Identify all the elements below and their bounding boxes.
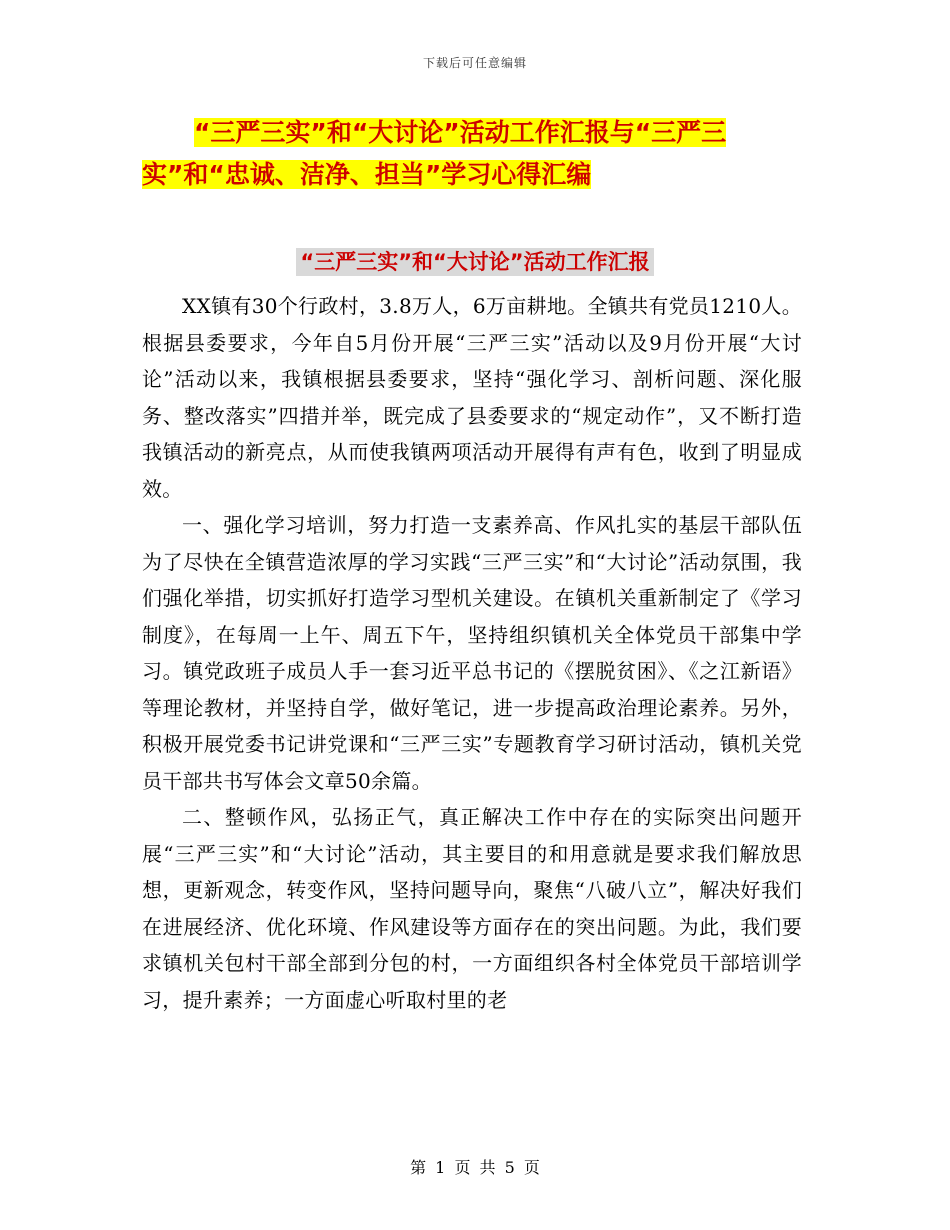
document-title-line-2 xyxy=(142,154,822,196)
paragraph-intro: XX镇有30个行政村，3.8万人，6万亩耕地。全镇共有党员1210人。根据县委要求，今年自5月份开展“三严三实”活动以及9月份开展“大讨论”活动以来，我镇根据县委要求，坚持“强化学习、剖析问题、深化服务、整改落实”四措并举，既完成了县委要求的“规定动作”，又不断打造我镇活动的新亮点，从而使我镇两项活动开展得有声有色，收到了明显成效。 xyxy=(142,294,802,501)
document-title xyxy=(142,112,822,196)
page-header-note: 下载后可任意编辑 xyxy=(422,56,527,70)
document-title-line-2-text: 实”和“忠诚、洁净、担当”学习心得汇编 xyxy=(142,160,592,189)
page-footer: 第 1 页 共 5 页 xyxy=(410,1158,540,1177)
section-title-text: “三严三实”和“大讨论”活动工作汇报 xyxy=(296,248,653,276)
paragraph-section-two: 二、整顿作风，弘扬正气，真正解决工作中存在的实际突出问题开展“三严三实”和“大讨论”活动，其主要目的和用意就是要求我们解放思想，更新观念，转变作风，坚持问题导向，聚焦“八破八立”，解决好我们在进展经济、优化环境、作风建设等方面存在的突出问题。为此，我们要求镇机关包村干部全部到分包的村，一方面组织各村全体党员干部培训学习，提升素养；一方面虚心听取村里的老 xyxy=(142,805,802,1012)
paragraph-section-one: 一、强化学习培训，努力打造一支素养高、作风扎实的基层干部队伍为了尽快在全镇营造浓厚的学习实践“三严三实”和“大讨论”活动氛围，我们强化举措，切实抓好打造学习型机关建设。在镇机关重新制定了《学习制度》，在每周一上午、周五下午，坚持组织镇机关全体党员干部集中学习。镇党政班子成员人手一套习近平总书记的《摆脱贫困》、《之江新语》等理论教材，并坚持自学，做好笔记，进一步提高政治理论素养。另外，积极开展党委书记讲党课和“三严三实”专题教育学习研讨活动，镇机关党员干部共书写体会文章50余篇。 xyxy=(142,513,802,793)
document-title-line-1-text: “三严三实”和“大讨论”活动工作汇报与“三严三 xyxy=(194,118,727,147)
body-text xyxy=(142,288,802,1018)
section-title xyxy=(0,246,950,278)
document-title-line-1 xyxy=(142,112,822,154)
